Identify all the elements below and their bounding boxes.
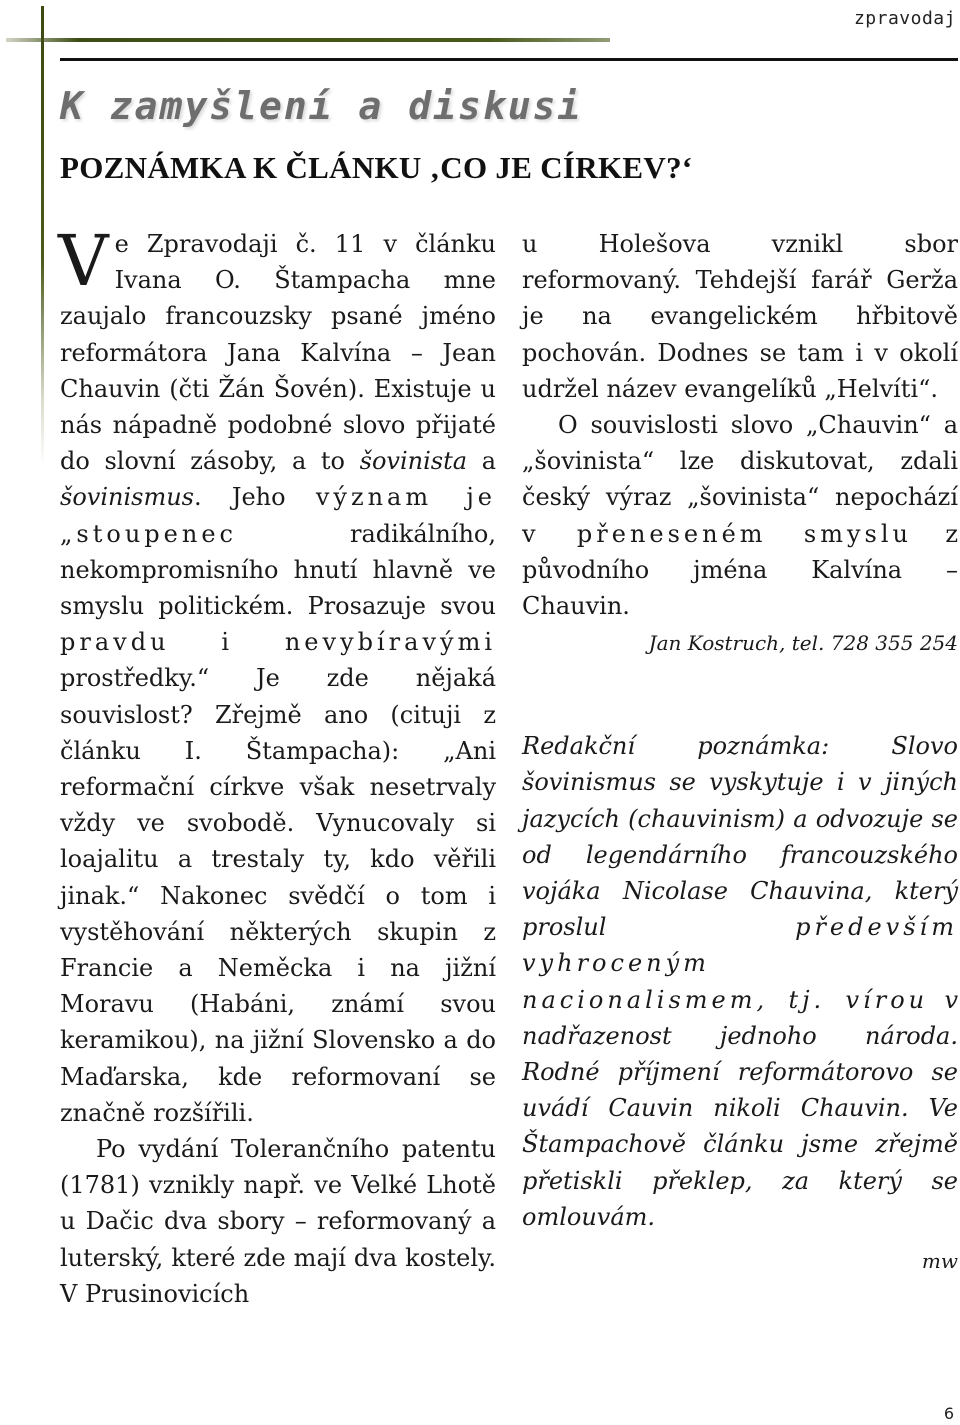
- text-run: radikálního, nekompromisního hnutí hlavně ve smyslu politickém. Prosazuje svou: [60, 519, 496, 621]
- article-title: POZNÁMKA K ČLÁNKU ‚CO JE CÍRKEV?‘: [60, 150, 693, 185]
- decorative-horizontal-line: [6, 38, 610, 42]
- spaced-text: v přeneseném smyslu: [522, 519, 912, 548]
- text-run: e Zpravodaji č. 11 v článku Ivana O. Štampacha mne zaujalo francouzsky psané jméno reformátora Jana Kalvína – Jean Chauvin (čti Žán Šovén). Existuje u nás nápadně podobné slovo přijaté do slovní zásoby, a to: [60, 230, 496, 476]
- decorative-vertical-line: [41, 6, 44, 466]
- editor-signature: mw: [921, 1249, 958, 1274]
- paragraph: Po vydání Tolerančního patentu (1781) vznikly např. ve Velké Lhotě u Dačic dva sbory – reformovaný a luterský, které zde mají dva kostely. V Prusinovicích: [60, 1135, 496, 1308]
- text-run: z původního jména Kalvína – Chauvin.: [522, 519, 958, 621]
- author-signature: Jan Kostruch, tel. 728 355 254: [648, 631, 958, 656]
- drop-cap: V: [58, 220, 109, 302]
- paragraph: [58, 220, 496, 1131]
- text-run: Redakční poznámka: Slovo šovinismus se vyskytuje i v jiných jazycích (chauvinism) a odvozuje se od legendárního francouzského vojáka Nicolase Chauvina, který proslul: [522, 732, 958, 942]
- section-title: K zamyšlení a diskusi: [60, 84, 583, 128]
- paragraph: u Holešova vznikl sbor reformovaný. Tehdejší farář Gerža je na evangelickém hřbitově pochován. Dodnes se tam i v okolí udržel název evangelíků „Helvíti“.: [522, 230, 958, 403]
- publication-label: zpravodaj: [853, 8, 956, 29]
- header-rule: [60, 58, 958, 61]
- text-run: a: [467, 447, 496, 476]
- left-column: [58, 220, 496, 1312]
- text-run: prostředky.“ Je zde nějaká souvislost? Zřejmě ano (cituji z článku I. Štampacha): „Ani reformační církve však nesetrvaly vždy ve svobodě. Vynucovaly si loajalitu a trestaly ty, kdo věřili jinak.“ Nakonec svědčí o tom i vystěhování některých skupin z Francie a Neměcka i na jižní Moravu (Habáni, známí svou keramikou), na jižní Slovensko a do Maďarska, kde reformovaní se značně rozšířili.: [60, 664, 496, 1127]
- italic-term: šovinista: [359, 447, 468, 476]
- paragraph: [522, 407, 958, 624]
- right-column: [522, 226, 958, 1279]
- italic-term: šovinismus: [60, 483, 194, 512]
- text-run: v nadřazenost jednoho národa. Rodné příjmení reformátorovo se uvádí Cauvin nikoli Chauvin. Ve Štampachově článku jsme zřejmě přetiskli překlep, za který se omlouvám.: [522, 985, 958, 1231]
- text-run: . Jeho: [193, 483, 316, 512]
- spaced-text: především vyhroceným nacionalismem, tj. vírou: [522, 913, 958, 1014]
- spaced-text: význam je „stoupenec: [60, 483, 496, 548]
- text-run: O souvislosti slovo „Chauvin“ a „šovinista“ lze diskutovat, zdali český výraz „šovinista“ nepochází: [522, 411, 958, 512]
- editor-note: [522, 728, 958, 1235]
- page-number: 6: [943, 1404, 954, 1423]
- spaced-text: pravdu i nevybíravými: [60, 628, 496, 657]
